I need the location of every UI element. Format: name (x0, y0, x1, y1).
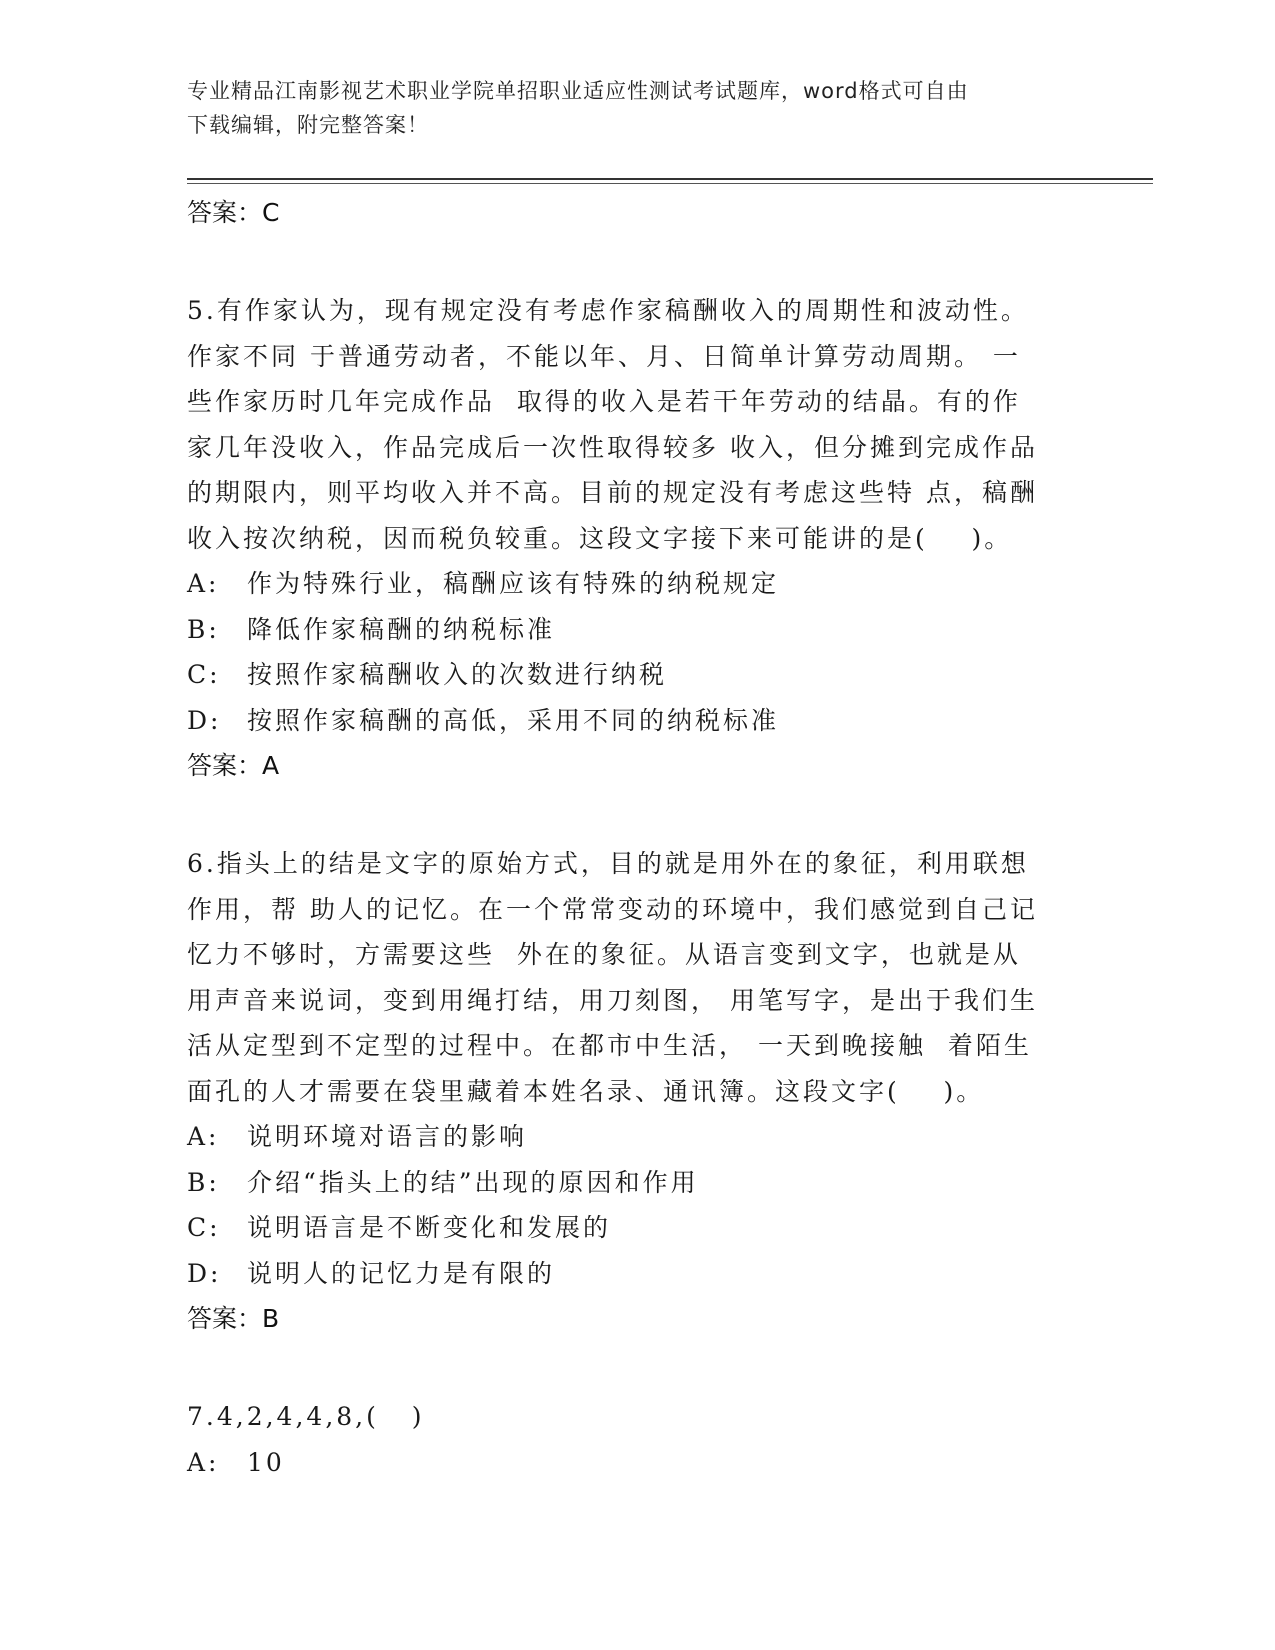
option-key: C: (187, 1213, 221, 1242)
option-text: 作为特殊行业，稿酬应该有特殊的纳税规定 (247, 569, 780, 598)
question-line: 6.指头上的结是文字的原始方式，目的就是用外在的象征，利用联想 (187, 849, 1029, 878)
option-text: 说明人的记忆力是有限的 (247, 1258, 556, 1288)
question-line: 收入按次纳税，因而税负较重。这段文字接下来可能讲的是( )。 (187, 523, 1013, 553)
option-text: 降低作家稿酬的纳税标准 (247, 614, 556, 644)
question-line: 活从定型到不定型的过程中。在都市中生活， 一天到晚接触 着陌生 (187, 1031, 1032, 1060)
question-line: 家几年没收入，作品完成后一次性取得较多 收入，但分摊到完成作品 (187, 432, 1038, 462)
option-a (187, 1440, 1087, 1486)
option-c (187, 1205, 1087, 1251)
option-text: 说明语言是不断变化和发展的 (247, 1213, 612, 1242)
option-key: D: (187, 1258, 222, 1288)
option-d (187, 698, 1087, 744)
spacer (187, 236, 1087, 288)
question-line: 面孔的人才需要在袋里藏着本姓名录、通讯簿。这段文字( )。 (187, 1076, 985, 1106)
option-text: 介绍“指头上的结”出现的原因和作用 (247, 1167, 699, 1197)
option-key: D: (187, 705, 222, 735)
spacer (187, 1342, 1087, 1394)
option-key: B: (187, 1167, 220, 1197)
answer-5: 答案：A (187, 751, 280, 780)
question-7 (187, 1394, 1087, 1485)
question-line: 用声音来说词，变到用绳打结，用刀刻图， 用笔写字，是出于我们生 (187, 985, 1038, 1015)
document-header (187, 74, 1067, 142)
question-line: 5.有作家认为，现有规定没有考虑作家稿酬收入的周期性和波动性。 (187, 296, 1029, 325)
question-line: 作家不同 于普通劳动者，不能以年、月、日简单计算劳动周期。 一 (187, 341, 1021, 371)
option-key: A: (187, 1122, 220, 1151)
question-line: 忆力不够时，方需要这些 外在的象征。从语言变到文字，也就是从 (187, 940, 1021, 969)
option-text: 按照作家稿酬收入的次数进行纳税 (247, 660, 668, 689)
option-d (187, 1251, 1087, 1297)
spacer (187, 789, 1087, 841)
option-key: A: (187, 1447, 220, 1477)
option-key: C: (187, 660, 221, 689)
option-a (187, 1114, 1087, 1160)
question-line: 的期限内，则平均收入并不高。目前的规定没有考虑这些特 点，稿酬 (187, 478, 1038, 507)
option-text: 10 (247, 1447, 285, 1477)
answer-previous: 答案：C (187, 198, 280, 227)
question-5 (187, 288, 1087, 789)
question-6 (187, 841, 1087, 1342)
option-b (187, 1160, 1087, 1206)
answer-6: 答案：B (187, 1304, 280, 1333)
option-text: 说明环境对语言的影响 (247, 1122, 528, 1151)
document-body (187, 190, 1087, 1485)
option-b (187, 607, 1087, 653)
question-line: 作用，帮 助人的记忆。在一个常常变动的环境中，我们感觉到自己记 (187, 894, 1038, 924)
question-line: 7.4,2,4,4,8,( ) (187, 1402, 425, 1431)
header-rule-thin (187, 183, 1153, 184)
header-line-1: 专业精品江南影视艺术职业学院单招职业适应性测试考试题库，word格式可自由 (187, 79, 969, 103)
option-c (187, 652, 1087, 698)
header-line-2: 下载编辑，附完整答案！ (187, 113, 429, 137)
option-text: 按照作家稿酬的高低，采用不同的纳税标准 (247, 705, 780, 735)
header-rule-thick (187, 178, 1153, 180)
option-a (187, 561, 1087, 607)
option-key: B: (187, 614, 220, 644)
option-key: A: (187, 569, 220, 598)
question-line: 些作家历时几年完成作品 取得的收入是若干年劳动的结晶。有的作 (187, 387, 1021, 416)
